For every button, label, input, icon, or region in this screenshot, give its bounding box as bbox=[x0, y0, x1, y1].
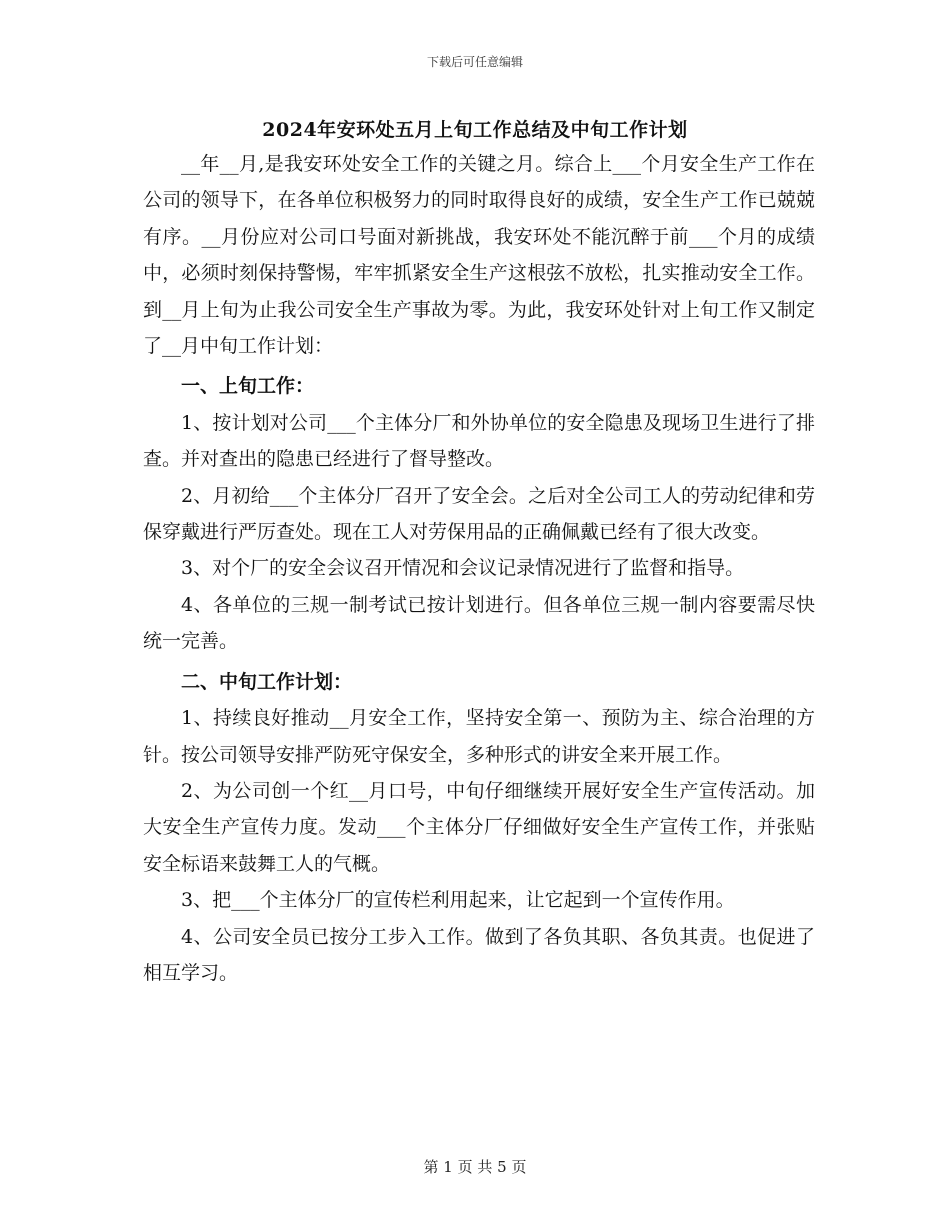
page-title: 2024年安环处五月上旬工作总结及中旬工作计划 bbox=[262, 119, 688, 141]
section-heading-2: 二、中旬工作计划： bbox=[181, 670, 353, 693]
section1-item-3: 3、对个厂的安全会议召开情况和会议记录情况进行了监督和指导。 bbox=[181, 557, 745, 580]
header-note: 下载后可任意编辑 bbox=[426, 55, 523, 69]
intro-paragraph: __年__月,是我安环处安全工作的关键之月。综合上___个月安全生产工作在公司的领导下，在各单位积极努力的同时取得良好的成绩，安全生产工作已兢兢有序。__月份应对公司口号面对新挑战，我安环处不能沉醉于前___个月的成绩中，必须时刻保持警惕，牢牢抓紧安全生产这根弦不放松，扎实推动安全工作。到__月上旬为止我公司安全生产事故为零。为此，我安环处针对上旬工作又制定了__月中旬工作计划： bbox=[143, 153, 815, 358]
section2-item-3: 3、把___个主体分厂的宣传栏利用起来，让它起到一个宣传作用。 bbox=[181, 889, 735, 912]
section2-item-1: 1、持续良好推动__月安全工作，坚持安全第一、预防为主、综合治理的方针。按公司领导安排严防死守保安全，多种形式的讲安全来开展工作。 bbox=[143, 707, 815, 766]
document-body bbox=[143, 146, 815, 991]
section2-item-2: 2、为公司创一个红__月口号，中旬仔细继续开展好安全生产宣传活动。加大安全生产宣传力度。发动___个主体分厂仔细做好安全生产宣传工作，并张贴安全标语来鼓舞工人的气概。 bbox=[143, 779, 815, 875]
section1-item-4: 4、各单位的三规一制考试已按计划进行。但各单位三规一制内容要需尽快统一完善。 bbox=[143, 593, 815, 653]
page-footer: 第 1 页 共 5 页 bbox=[423, 1158, 527, 1176]
section1-item-1: 1、按计划对公司___个主体分厂和外协单位的安全隐患及现场卫生进行了排查。并对查出的隐患已经进行了督导整改。 bbox=[143, 411, 815, 471]
section-heading-1: 一、上旬工作： bbox=[181, 375, 315, 398]
section1-item-2: 2、月初给___个主体分厂召开了安全会。之后对全公司工人的劳动纪律和劳保穿戴进行严厉查处。现在工人对劳保用品的正确佩戴已经有了很大改变。 bbox=[143, 484, 815, 544]
section2-item-4: 4、公司安全员已按分工步入工作。做到了各负其职、各负其责。也促进了相互学习。 bbox=[143, 925, 815, 984]
